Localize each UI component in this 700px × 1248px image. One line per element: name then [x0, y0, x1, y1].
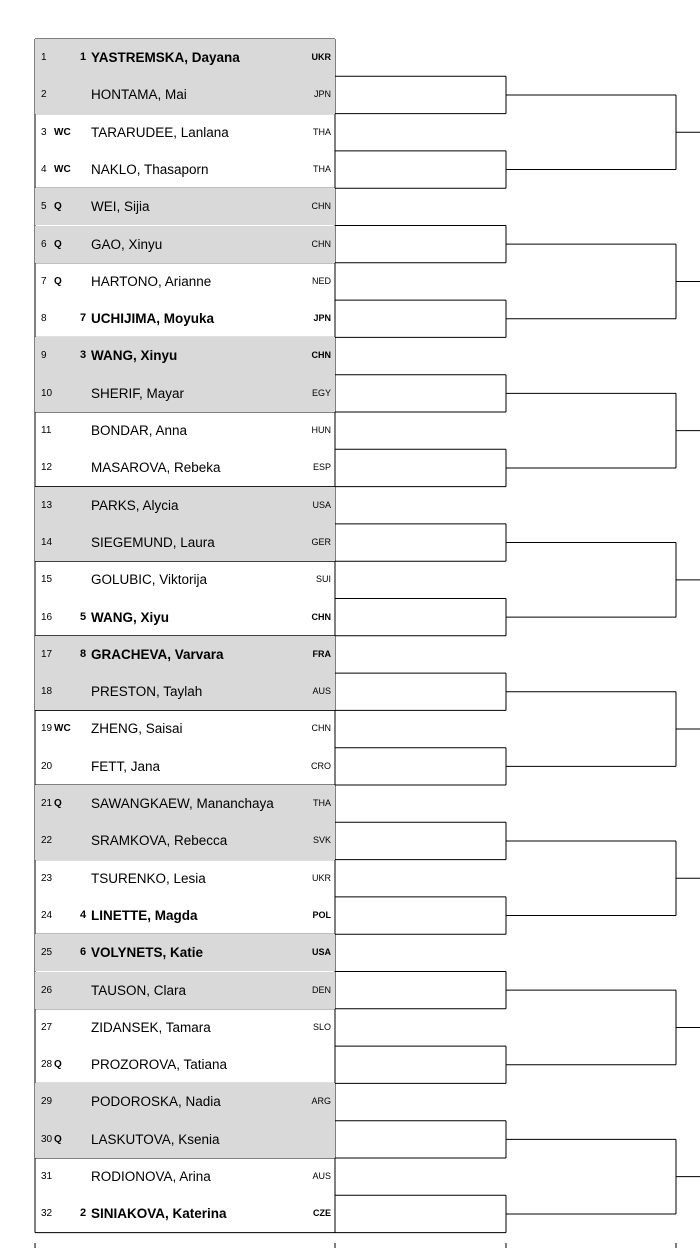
draw-row — [35, 263, 335, 300]
draw-row — [35, 188, 335, 225]
player-name: WEI, Sijia — [91, 199, 150, 215]
player-name: PARKS, Alycia — [91, 497, 179, 513]
nationality-code: SUI — [315, 574, 331, 585]
nationality-code: USA — [311, 947, 331, 958]
draw-position: 8 — [41, 313, 47, 325]
nationality-code: THA — [313, 126, 331, 137]
draw-position: 23 — [41, 872, 53, 884]
player-name: GOLUBIC, Viktorija — [91, 572, 208, 588]
draw-row — [35, 1046, 335, 1083]
draw-row — [35, 1009, 335, 1046]
draw-position: 14 — [41, 536, 53, 548]
draw-position: 4 — [41, 163, 47, 175]
player-name: YASTREMSKA, Dayana — [91, 50, 240, 65]
draw-position: 3 — [41, 126, 47, 138]
nationality-code: HUN — [311, 425, 331, 435]
draw-position: 31 — [41, 1171, 53, 1182]
draw-position: 29 — [41, 1096, 53, 1108]
draw-position: 27 — [41, 1021, 53, 1033]
draw-position: 11 — [41, 425, 52, 436]
nationality-code: DEN — [311, 984, 331, 995]
player-name: VOLYNETS, Katie — [91, 945, 204, 961]
entry-status: Q — [54, 238, 62, 250]
draw-row — [35, 76, 335, 113]
draw-row — [35, 822, 335, 859]
draw-position: 18 — [41, 686, 53, 698]
seed-number: 5 — [80, 610, 87, 623]
nationality-code: CHN — [311, 350, 331, 361]
player-name: WANG, Xiyu — [91, 609, 170, 625]
player-name: ZIDANSEK, Tamara — [91, 1019, 211, 1035]
seed-number: 1 — [80, 51, 87, 63]
draw-position: 26 — [41, 984, 53, 996]
player-name: UCHIJIMA, Moyuka — [91, 311, 215, 327]
draw-row — [35, 39, 335, 76]
player-name: WANG, Xinyu — [91, 348, 178, 364]
nationality-code: FRA — [312, 648, 331, 659]
player-name: BONDAR, Anna — [91, 423, 188, 438]
nationality-code: UKR — [311, 872, 331, 883]
player-name: ZHENG, Saisai — [91, 721, 183, 737]
entry-status: WC — [54, 163, 71, 175]
player-name: MASAROVA, Rebeka — [91, 460, 221, 476]
draw-row — [35, 673, 335, 710]
draw-row — [35, 337, 335, 374]
player-name: SAWANGKAEW, Mananchaya — [91, 796, 274, 811]
nationality-code: NED — [311, 275, 331, 286]
draw-position: 12 — [41, 462, 53, 474]
draw-row — [35, 300, 335, 337]
draw-position: 30 — [41, 1133, 53, 1145]
draw-position: 2 — [41, 89, 47, 101]
player-name: FETT, Jana — [91, 758, 161, 774]
entry-status: Q — [54, 201, 62, 213]
nationality-code: CHN — [311, 238, 331, 249]
player-name: TSURENKO, Lesia — [91, 870, 206, 886]
seed-number: 8 — [80, 647, 87, 660]
draw-row — [35, 897, 335, 934]
draw-row — [35, 1158, 335, 1195]
draw-position: 17 — [41, 648, 53, 660]
player-name: GAO, Xinyu — [91, 236, 163, 252]
draw-row — [35, 599, 335, 636]
draw-row — [35, 487, 335, 524]
nationality-code: SVK — [312, 835, 331, 846]
entry-status: WC — [54, 126, 71, 138]
draw-position: 19 — [41, 723, 53, 735]
player-name: SIEGEMUND, Laura — [91, 534, 215, 550]
nationality-code: ESP — [312, 462, 331, 473]
draw-position: 28 — [41, 1059, 53, 1071]
nationality-code: THA — [313, 163, 331, 174]
draw-row — [35, 1121, 335, 1158]
draw-row — [35, 114, 335, 151]
player-name: HARTONO, Arianne — [91, 273, 212, 289]
nationality-code: CRO — [311, 760, 331, 771]
nationality-code: ARG — [311, 1096, 331, 1107]
player-name: LASKUTOVA, Ksenia — [91, 1131, 220, 1147]
draw-position: 9 — [41, 350, 47, 362]
nationality-code: CHN — [311, 201, 331, 212]
draw-row — [35, 785, 335, 822]
draw-row — [35, 449, 335, 486]
player-name: LINETTE, Magda — [91, 907, 198, 923]
player-name: NAKLO, Thasaporn — [91, 161, 209, 177]
draw-position: 10 — [41, 387, 53, 399]
nationality-code: AUS — [312, 1171, 331, 1181]
player-name: PROZOROVA, Tatiana — [91, 1057, 228, 1073]
player-name: PODOROSKA, Nadia — [91, 1094, 221, 1110]
player-name: RODIONOVA, Arina — [91, 1169, 211, 1184]
nationality-code: SLO — [312, 1021, 331, 1032]
draw-position: 7 — [41, 275, 47, 287]
nationality-code: JPN — [313, 313, 331, 324]
nationality-code: CHN — [311, 611, 331, 622]
draw-row — [35, 375, 335, 412]
draw-position: 20 — [41, 760, 53, 772]
draw-row — [35, 412, 335, 449]
draw-position: 13 — [41, 499, 53, 511]
draw-position: 5 — [41, 201, 47, 213]
draw-row — [35, 1195, 335, 1232]
draw-position: 15 — [41, 574, 53, 586]
player-name: GRACHEVA, Varvara — [91, 646, 224, 662]
nationality-code: POL — [312, 909, 331, 920]
entry-status: Q — [54, 798, 62, 809]
draw-position: 21 — [41, 798, 53, 809]
draw-position: 25 — [41, 947, 53, 959]
draw-position: 24 — [41, 909, 53, 921]
player-name: PRESTON, Taylah — [91, 684, 203, 700]
seed-number: 4 — [80, 908, 87, 921]
draw-position: 6 — [41, 238, 47, 250]
nationality-code: AUS — [312, 686, 331, 697]
player-name: TARARUDEE, Lanlana — [91, 124, 229, 140]
draw-row — [35, 972, 335, 1009]
draw-row — [35, 748, 335, 785]
draw-position: 22 — [41, 835, 53, 847]
nationality-code: CZE — [313, 1208, 331, 1219]
player-name: SHERIF, Mayar — [91, 385, 185, 401]
draw-row — [35, 561, 335, 598]
nationality-code: JPN — [313, 89, 331, 100]
seed-number: 2 — [80, 1207, 87, 1220]
seed-number: 6 — [80, 946, 87, 959]
nationality-code: USA — [312, 499, 331, 510]
nationality-code: GER — [311, 536, 331, 547]
draw-row — [35, 710, 335, 747]
entry-status: WC — [54, 723, 71, 735]
nationality-code: THA — [313, 798, 331, 808]
seed-number: 3 — [80, 349, 87, 362]
draw-row — [35, 226, 335, 263]
player-name: HONTAMA, Mai — [91, 87, 187, 103]
draw-position: 32 — [41, 1208, 53, 1220]
draw-row — [35, 1083, 335, 1120]
entry-status: Q — [54, 275, 62, 287]
seed-number: 7 — [80, 312, 87, 325]
player-name: SINIAKOVA, Katerina — [91, 1206, 227, 1222]
nationality-code: EGY — [311, 387, 331, 398]
nationality-code: UKR — [311, 52, 331, 62]
draw-row — [35, 934, 335, 971]
draw-position: 16 — [41, 611, 53, 623]
draw-row — [35, 860, 335, 897]
player-name: SRAMKOVA, Rebecca — [91, 833, 228, 849]
player-name: TAUSON, Clara — [91, 982, 187, 998]
draw-row — [35, 524, 335, 561]
nationality-code: CHN — [311, 723, 331, 734]
entry-status: Q — [54, 1059, 62, 1071]
draw-position: 1 — [41, 52, 47, 63]
draw-row — [35, 636, 335, 673]
draw-row — [35, 151, 335, 188]
entry-status: Q — [54, 1133, 62, 1145]
